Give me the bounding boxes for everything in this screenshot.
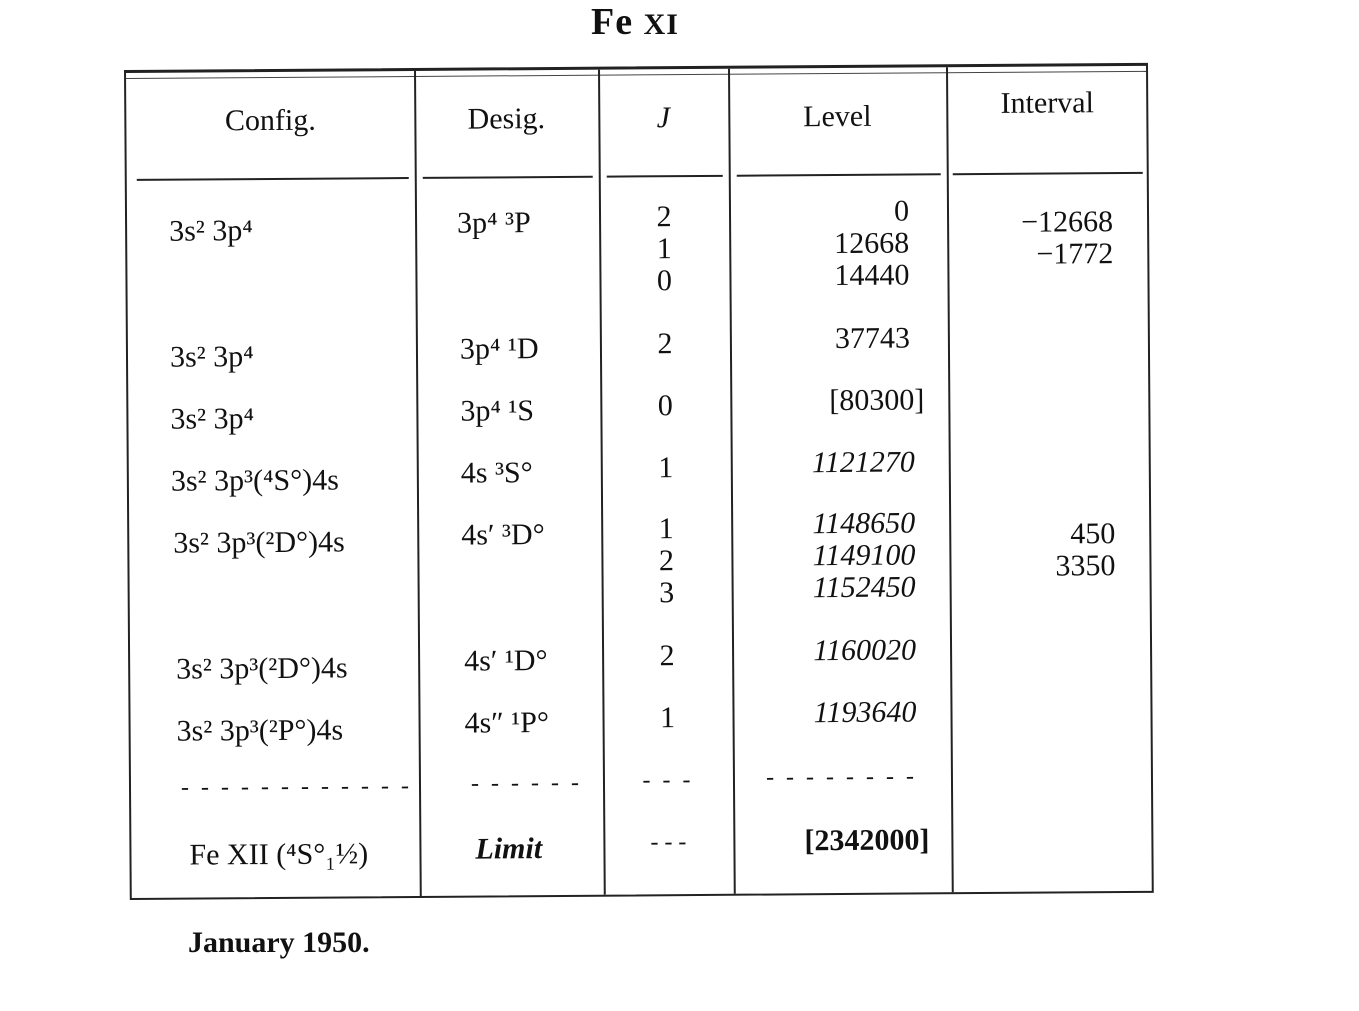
date-footer: January 1950. <box>188 926 370 959</box>
header-j: J <box>656 101 671 135</box>
row-level: 0 12668 14440 <box>834 194 910 293</box>
row-level: 1121270 <box>811 445 915 480</box>
column-separator <box>946 67 954 892</box>
header-desig: Desig. <box>467 102 546 136</box>
row-desig: 3p⁴ ³P <box>456 206 531 240</box>
row-j: 2 <box>657 327 673 361</box>
row-config: 3s² 3p⁴ <box>170 402 255 436</box>
separator-level: - - - - - - - - <box>765 763 918 791</box>
header-rule <box>607 175 723 178</box>
title-element: Fe <box>591 1 634 43</box>
row-level: 1160020 <box>813 633 917 668</box>
row-interval: −12668 −1772 <box>1021 205 1114 271</box>
row-level: 37743 <box>834 321 911 356</box>
row-j: 1 <box>658 451 674 485</box>
table-top-rule <box>126 71 1146 79</box>
row-config: 3s² 3p⁴ <box>169 340 254 374</box>
row-config: 3s² 3p³(⁴S°)4s <box>170 463 339 498</box>
separator-desig: - - - - - - <box>470 769 583 797</box>
row-desig: 4s ³S° <box>460 456 533 490</box>
header-level: Level <box>803 99 872 134</box>
row-level: [80300] <box>829 383 925 418</box>
row-level: 1193640 <box>813 695 917 730</box>
title-ion: XI <box>643 8 679 41</box>
column-separator <box>414 71 422 896</box>
row-j: 2 <box>659 639 675 673</box>
row-config: 3s² 3p³(²D°)4s <box>173 525 345 560</box>
limit-desig: Limit <box>475 832 543 866</box>
header-config: Config. <box>224 103 316 138</box>
separator-config: - - - - - - - - - - - - <box>180 773 413 801</box>
row-desig: 3p⁴ ¹S <box>460 394 535 428</box>
row-j: 1 2 3 <box>658 512 675 610</box>
header-rule <box>953 172 1143 175</box>
page-title <box>0 0 1270 44</box>
limit-config: Fe XII (⁴S°₁½) <box>189 837 369 872</box>
row-desig: 4s′ ¹D° <box>464 644 548 678</box>
row-desig: 3p⁴ ¹D <box>459 332 539 366</box>
header-rule <box>737 173 941 176</box>
header-interval: Interval <box>1000 86 1095 120</box>
row-desig: 4s′ ³D° <box>461 518 545 552</box>
row-level: 1148650 1149100 1152450 <box>812 506 916 605</box>
row-interval: 450 3350 <box>1055 517 1116 583</box>
row-j: 1 <box>659 701 676 735</box>
row-config: 3s² 3p³(²D°)4s <box>176 651 348 686</box>
energy-level-table <box>124 63 1154 900</box>
header-rule <box>137 177 409 181</box>
limit-level: [2342000] <box>804 823 930 858</box>
row-desig: 4s″ ¹P° <box>464 706 550 740</box>
separator-j: - - - <box>642 767 694 794</box>
row-config: 3s² 3p³(²P°)4s <box>176 713 344 748</box>
row-j: 2 1 0 <box>656 200 673 298</box>
row-config: 3s² 3p⁴ <box>169 214 253 248</box>
limit-j: - - - <box>650 829 687 856</box>
row-j: 0 <box>657 389 673 423</box>
header-rule <box>423 176 593 179</box>
